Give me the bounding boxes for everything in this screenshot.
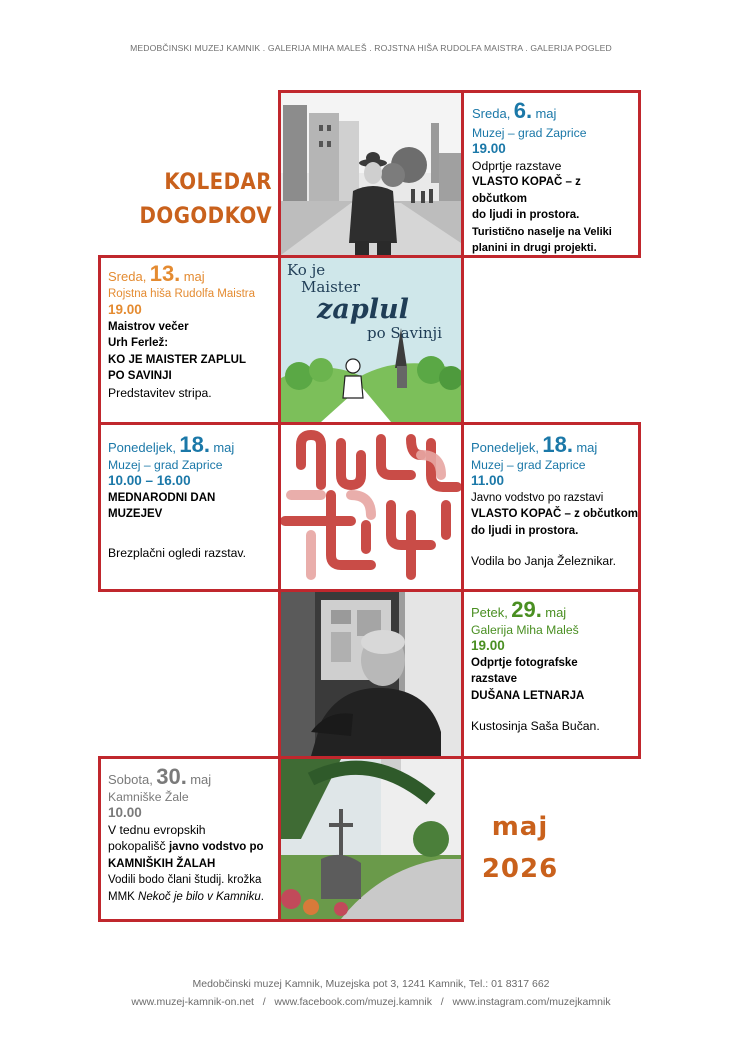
footer-separator: /: [262, 996, 266, 1008]
title-line2: DOGODKOV: [139, 204, 272, 229]
event-card-4: [461, 422, 641, 592]
event5-venue: Galerija Miha Maleš: [471, 622, 579, 637]
event6-time: 10.00: [108, 805, 142, 820]
event4-venue: Muzej – grad Zaprice: [471, 457, 586, 472]
event1-line5: planini in drugi projekti.: [472, 242, 597, 254]
event3-line1: MEDNARODNI DAN: [108, 491, 216, 504]
footer-website-link[interactable]: www.muzej-kamnik-on.net: [131, 996, 254, 1008]
event2-line1: Maistrov večer: [108, 320, 189, 333]
comic-poster: [281, 258, 461, 422]
event2-venue: Rojstna hiša Rudolfa Maistra: [108, 287, 256, 300]
event2-date: 13.: [149, 261, 181, 286]
event4-line4: Vodila bo Janja Železnikar.: [471, 554, 616, 568]
event5-date: 29.: [511, 597, 542, 622]
event6-venue: Kamniške Žale: [108, 789, 189, 804]
event5-line1: Odprtje fotografske: [471, 656, 578, 669]
event6-line3: KAMNIŠKIH ŽALAH: [108, 857, 216, 870]
event6-line2b: javno vodstvo po: [168, 841, 264, 853]
event-card-1: [461, 90, 641, 258]
event1-line4: Turistično naselje na Veliki: [472, 225, 612, 238]
event6-month: maj: [190, 772, 212, 787]
photo-dusan-letnar: [281, 592, 461, 756]
footer-separator: /: [440, 996, 444, 1008]
poster-line1: Ko je: [287, 261, 326, 279]
photo-cell-zale: [278, 756, 464, 922]
event5-line3: DUŠANA LETNARJA: [471, 689, 585, 702]
month-year: 2026: [481, 854, 559, 884]
event1-line3: do ljudi in prostora.: [472, 209, 580, 221]
poster-cell: [278, 255, 464, 425]
event6-date: 30.: [156, 764, 187, 789]
poster-line4: po Savinji: [367, 324, 442, 342]
event6-line2a: pokopališč: [108, 839, 169, 853]
event2-line4: PO SAVINJI: [108, 370, 172, 382]
event5-time: 19.00: [471, 638, 505, 653]
photo-kamniske-zale: [281, 759, 461, 919]
footer-address: Medobčinski muzej Kamnik, Muzejska pot 3, 1241 Kamnik, Tel.: 01 8317 662: [192, 978, 550, 990]
event2-time: 19.00: [108, 302, 142, 317]
event1-month: maj: [535, 106, 557, 121]
photo-vlasto-kopac: [281, 93, 461, 255]
event4-line3: do ljudi in prostora.: [471, 524, 579, 537]
event2-line3: KO JE MAISTER ZAPLUL: [108, 353, 247, 366]
event3-time: 10.00 – 16.00: [108, 473, 191, 488]
event6-line1: V tednu evropskih: [108, 822, 206, 837]
footer-instagram-link[interactable]: www.instagram.com/muzejkamnik: [452, 996, 611, 1008]
photo-cell-letnar: [278, 589, 464, 759]
title-line1: KOLEDAR: [164, 170, 272, 195]
event4-time: 11.00: [471, 473, 505, 488]
event-card-6: [98, 756, 281, 922]
event-card-3: [98, 422, 281, 592]
event4-day: Ponedeljek,: [471, 440, 539, 455]
event4-line2: VLASTO KOPAČ – z občutkom: [471, 508, 638, 520]
event2-line2: Urh Ferlež:: [108, 337, 169, 349]
event4-month: maj: [576, 440, 598, 455]
event6-line5a: MMK: [108, 890, 139, 903]
event3-day: Ponedeljek,: [108, 440, 176, 455]
event2-month: maj: [183, 269, 205, 284]
month-label: [470, 812, 570, 884]
event6-day: Sobota,: [108, 772, 153, 787]
footer-facebook-link[interactable]: www.facebook.com/muzej.kamnik: [274, 996, 432, 1008]
event3-line2: MUZEJEV: [108, 508, 163, 520]
event1-venue: Muzej – grad Zaprice: [472, 125, 587, 140]
event1-line1: Odprtje razstave: [472, 158, 562, 173]
event6-line5c: .: [260, 890, 264, 903]
museum-header: MEDOBČINSKI MUZEJ KAMNIK . GALERIJA MIHA MALEŠ . ROJSTNA HIŠA RUDOLFA MAISTRA . GALERIJA POGLED: [130, 43, 612, 53]
event-card-2: [98, 255, 281, 425]
event3-line3: Brezplačni ogledi razstav.: [108, 545, 246, 560]
event3-date: 18.: [179, 432, 210, 457]
event5-day: Petek,: [471, 605, 508, 620]
calendar-title: [120, 170, 272, 229]
event5-line2: razstave: [471, 673, 518, 685]
month-name: maj: [491, 812, 549, 842]
event5-month: maj: [545, 605, 567, 620]
event6-line5b: Nekoč je bilo v Kamniku: [138, 890, 261, 903]
photo-cell-kopac: [278, 90, 464, 258]
event3-venue: Muzej – grad Zaprice: [108, 457, 223, 472]
museum-day-graphic: [281, 425, 461, 589]
event1-day: Sreda,: [472, 106, 511, 121]
event2-day: Sreda,: [108, 269, 147, 284]
event1-date: 6.: [513, 98, 533, 123]
event3-month: maj: [213, 440, 235, 455]
event5-line4: Kustosinja Saša Bučan.: [471, 719, 600, 733]
poster-line3: zaplul: [317, 294, 409, 325]
museum-day-graphic-cell: [278, 422, 464, 592]
event2-line5: Predstavitev stripa.: [108, 385, 212, 400]
event1-time: 19.00: [472, 141, 506, 156]
poster-line2: Maister: [301, 278, 360, 296]
event1-line2: VLASTO KOPAČ – z občutkom: [472, 176, 581, 205]
event6-line4: Vodili bodo člani študij. krožka: [108, 874, 262, 886]
event4-date: 18.: [542, 432, 573, 457]
event4-line1: Javno vodstvo po razstavi: [471, 491, 604, 504]
event-card-5: [461, 589, 641, 759]
footer-links: [0, 996, 742, 1008]
